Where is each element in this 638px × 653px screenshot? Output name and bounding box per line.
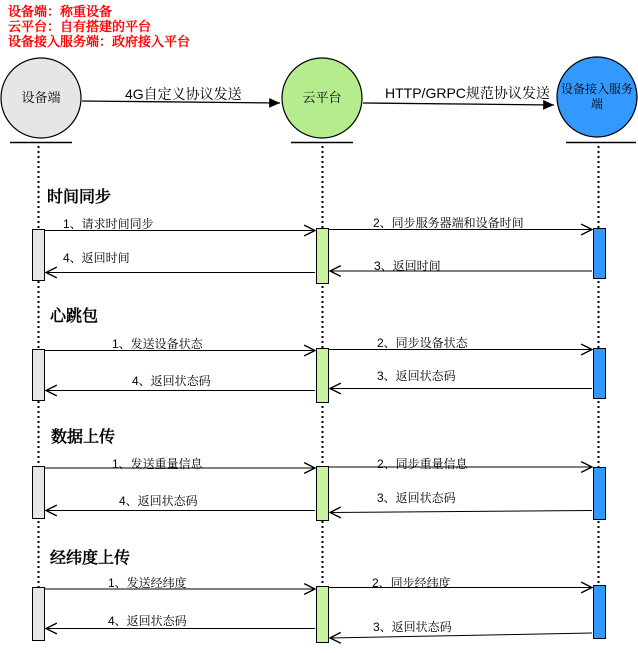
legend-line-cloud: 云平台：自有搭建的平台: [8, 19, 152, 34]
message-arrow-s3-m3: [330, 511, 592, 513]
section-title-geo-upload: 经纬度上传: [50, 550, 131, 567]
message-label-s4-m3: 3、返回状态码: [373, 620, 452, 634]
message-label-s3-m2: 2、同步重量信息: [377, 457, 468, 471]
message-label-s1-m3: 3、返回时间: [374, 259, 441, 273]
message-label-s3-m4: 4、返回状态码: [119, 494, 198, 508]
message-label-s2-m2: 2、同步设备状态: [377, 336, 468, 350]
activation-bar-device-s3: [33, 467, 45, 519]
actor-label-cloud: 云平台: [302, 89, 342, 105]
actor-label-gateway: 设备接入服务端: [560, 82, 633, 111]
message-label-s1-m4: 4、返回时间: [63, 251, 130, 265]
message-label-s1-m1: 1、请求时间同步: [63, 217, 154, 231]
section-title-time-sync: 时间同步: [47, 189, 112, 206]
message-label-s4-m4: 4、返回状态码: [108, 614, 187, 628]
activation-bar-gateway-s4: [594, 586, 606, 639]
message-label-s2-m4: 4、返回状态码: [132, 374, 211, 388]
message-label-s2-m3: 3、返回状态码: [377, 369, 456, 383]
message-label-s2-m1: 1、发送设备状态: [112, 337, 203, 351]
activation-bar-cloud-s2: [317, 349, 329, 403]
protocol-arrow-cloud-to-gateway: [363, 103, 554, 105]
activation-bar-device-s1: [33, 230, 45, 281]
section-title-data-upload: 数据上传: [51, 429, 116, 446]
activation-bar-cloud-s4: [317, 587, 329, 643]
section-title-heartbeat: 心跳包: [50, 308, 99, 325]
message-label-s1-m2: 2、同步服务器端和设备时间: [373, 216, 524, 230]
legend-line-device: 设备端：称重设备: [8, 4, 113, 19]
activation-bar-device-s4: [33, 588, 45, 641]
activation-bar-cloud-s1: [317, 229, 329, 284]
message-label-s3-m3: 3、返回状态码: [377, 491, 456, 505]
activation-bar-gateway-s1: [594, 229, 606, 279]
activation-bar-gateway-s3: [594, 468, 606, 520]
protocol-label-cloud-to-gateway: HTTP/GRPC规范协议发送: [385, 85, 550, 101]
message-label-s4-m1: 1、发送经纬度: [108, 576, 187, 590]
protocol-label-device-to-cloud: 4G自定义协议发送: [125, 86, 242, 102]
actor-label-device: 设备端: [21, 89, 61, 105]
legend-line-gateway: 设备接入服务端：政府接入平台: [8, 34, 191, 49]
activation-bar-cloud-s3: [317, 467, 329, 521]
message-label-s4-m2: 2、同步经纬度: [372, 576, 451, 590]
activation-bar-gateway-s2: [594, 349, 606, 399]
message-label-s3-m1: 1、发送重量信息: [112, 457, 203, 471]
activation-bar-device-s2: [33, 350, 45, 401]
message-arrow-s4-m3: [330, 633, 592, 638]
